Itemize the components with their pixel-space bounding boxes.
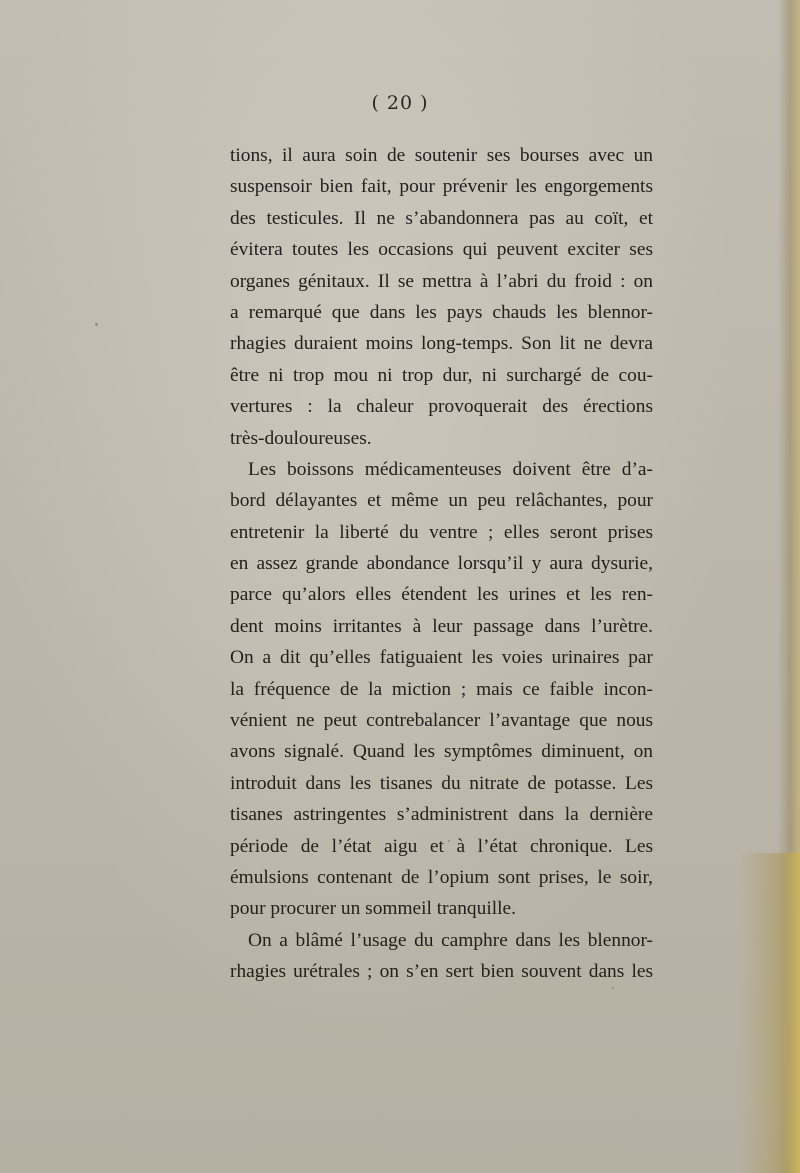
text-line: la fréquence de la miction ; mais ce faible incon- <box>230 678 653 700</box>
text-line: tions, il aura soin de soutenir ses bourses avec un <box>230 145 653 166</box>
text-line-paragraph-start: Les boissons médicamenteuses doivent être d’a- <box>248 458 653 480</box>
text-line: rhagies urétrales ; on s’en sert bien souvent dans les <box>230 961 653 983</box>
text-line: rhagies duraient moins long-temps. Son lit ne devra <box>230 333 653 355</box>
text-line-paragraph-end: pour procurer un sommeil tranquille. <box>230 898 516 920</box>
page-number: ( 20 ) <box>371 92 429 114</box>
text-line-paragraph-end: très-douloureuses. <box>230 427 372 449</box>
paper-speck <box>95 323 98 326</box>
text-line: a remarqué que dans les pays chauds les blennor- <box>230 301 653 323</box>
text-line: avons signalé. Quand les symptômes diminuent, on <box>230 741 653 763</box>
text-line: entretenir la liberté du ventre ; elles seront prises <box>230 521 653 543</box>
text-line: des testicules. Il ne s’abandonnera pas au coït, et <box>230 207 653 229</box>
text-line: On a dit qu’elles fatiguaient les voies urinaires par <box>230 647 653 669</box>
text-line: évitera toutes les occasions qui peuvent exciter ses <box>230 239 653 261</box>
text-line: vertures : la chaleur provoquerait des érections <box>230 396 653 418</box>
text-line: tisanes astringentes s’administrent dans la dernière <box>230 804 653 826</box>
text-line: bord délayantes et même un peu relâchantes, pour <box>230 490 653 512</box>
text-line: introduit dans les tisanes du nitrate de potasse. Les <box>230 772 653 794</box>
text-line: vénient ne peut contrebalancer l’avantage que nous <box>230 710 653 732</box>
text-line: période de l’état aigu et à l’état chronique. Les <box>230 835 653 857</box>
text-line: parce qu’alors elles étendent les urines et les ren- <box>230 584 653 606</box>
text-line: organes génitaux. Il se mettra à l’abri du froid : on <box>230 270 653 292</box>
text-line: être ni trop mou ni trop dur, ni surchargé de cou- <box>230 364 653 386</box>
text-line: en assez grande abondance lorsqu’il y aura dysurie, <box>230 553 653 575</box>
page-edge-stain <box>740 853 800 1173</box>
text-line-paragraph-start: On a blâmé l’usage du camphre dans les blennor- <box>248 929 653 951</box>
text-line: suspensoir bien fait, pour prévenir les engorgements <box>230 176 653 198</box>
body-text <box>230 140 653 988</box>
text-line: dent moins irritantes à leur passage dans l’urètre. <box>230 615 653 637</box>
text-line: émulsions contenant de l’opium sont prises, le soir, <box>230 866 653 888</box>
